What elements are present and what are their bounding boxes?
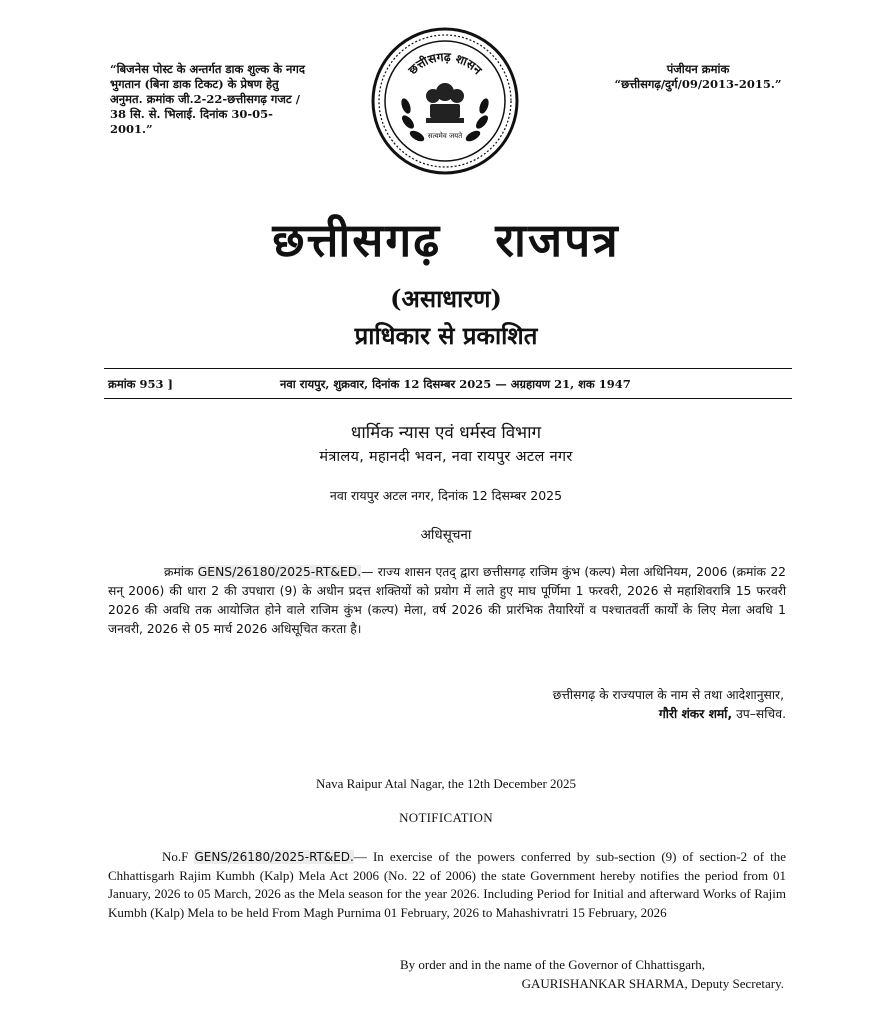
department-address: मंत्रालय, महानदी भवन, नवा रायपुर अटल नगर bbox=[319, 449, 573, 465]
english-signatory: GAURISHANKAR SHARMA, Deputy Secretary. bbox=[521, 976, 784, 991]
extraordinary-label: (असाधारण) bbox=[390, 284, 502, 313]
hindi-signature bbox=[659, 705, 786, 722]
hindi-body-text: — राज्य शासन एतद् द्वारा छत्तीसगढ़ राजिम कुंभ (कल्प) मेला अधिनियम, 2006 (क्रमांक 22 सन् 2006) की धारा 2 की उपधारा (9) के अधीन प्रदत्त शक्तियों को प्रयोग में लाते हुए माघ पूर्णिमा 1 फरवरी, 2026 से महाशिवरात्रि 15 फरवरी 2026 की अवधि तक आयोजित होने वाले राजिम कुंभ (कल्प) मेला, वर्ष 2026 की प्रारंभिक तैयारियों व पश्चातवर्ती कार्यों के लिए मेला अवधि 1 जनवरी, 2026 से 05 मार्च 2026 अधिसूचित करता है। bbox=[108, 565, 786, 636]
department-name: धार्मिक न्यास एवं धर्मस्व विभाग bbox=[350, 423, 542, 443]
emblem-motto: सत्यमेव जयते bbox=[427, 132, 463, 140]
postal-permit-note: “बिजनेस पोस्ट के अन्तर्गत डाक शुल्क के नगद भुगतान (बिना डाक टिकट) के प्रेषण हेतु अनुमत. क्रमांक जी.2-22-छत्तीसगढ़ गजट / 38 सि. से. भिलाई. दिनांक 30-05-2001.” bbox=[110, 62, 305, 136]
hindi-notification-body bbox=[108, 563, 786, 639]
english-ref-prefix: No.F bbox=[162, 849, 189, 864]
english-ref-number: GENS/26180/2025-RT&ED. bbox=[194, 850, 354, 864]
english-date: Nava Raipur Atal Nagar, the 12th December 2025 bbox=[315, 776, 577, 791]
issue-number: क्रमांक 953 ] bbox=[108, 377, 173, 391]
registration-number: “छत्तीसगढ़/दुर्ग/09/2013-2015.” bbox=[614, 77, 782, 91]
hindi-date: नवा रायपुर अटल नगर, दिनांक 12 दिसम्बर 2025 bbox=[329, 488, 563, 503]
english-sign-line: By order and in the name of the Governor of Chhattisgarh, bbox=[400, 957, 706, 972]
svg-text:छत्तीसगढ़ शासन: छत्तीसगढ़ शासन bbox=[405, 49, 485, 78]
english-heading: NOTIFICATION bbox=[399, 810, 493, 825]
hindi-signatory: गौरी शंकर शर्मा, bbox=[658, 707, 733, 721]
hindi-sign-line: छत्तीसगढ़ के राज्यपाल के नाम से तथा आदेशानुसार, bbox=[552, 688, 784, 702]
hindi-ref-number: GENS/26180/2025-RT&ED. bbox=[197, 565, 362, 579]
bottom-divider bbox=[104, 398, 792, 399]
registration-label: पंजीयन क्रमांक bbox=[666, 62, 730, 76]
gazette-masthead: छत्तीसगढ़ राजपत्र bbox=[272, 213, 620, 267]
registration-block bbox=[598, 62, 798, 92]
english-notification-body bbox=[108, 848, 786, 922]
hindi-heading: अधिसूचना bbox=[420, 527, 472, 543]
english-body-text: — In exercise of the powers conferred by sub-section (9) of section-2 of the Chhattisgarh Rajim Kumbh (Kalp) Mela Act 2006 (No. 22 of 2006) the state Government hereby notifies the period from 01 January, 2026 to 05 March, 2026 as the Mela season for the year 2026. Including Period for Initial and afterward Works of Rajim Kumbh (Kalp) Mela to be held From Magh Purnima 01 February, 2026 to Mahashivratri 15 February, 2026 bbox=[108, 849, 787, 920]
hindi-ref-prefix: क्रमांक bbox=[164, 565, 194, 579]
issue-dateline: नवा रायपुर, शुक्रवार, दिनांक 12 दिसम्बर 2025 — अग्रहायण 21, शक 1947 bbox=[280, 377, 631, 391]
hindi-designation: उप–सचिव. bbox=[736, 707, 786, 721]
authority-label: प्राधिकार से प्रकाशित bbox=[354, 321, 538, 350]
top-divider bbox=[104, 368, 792, 369]
state-emblem-seal-icon bbox=[370, 26, 520, 176]
